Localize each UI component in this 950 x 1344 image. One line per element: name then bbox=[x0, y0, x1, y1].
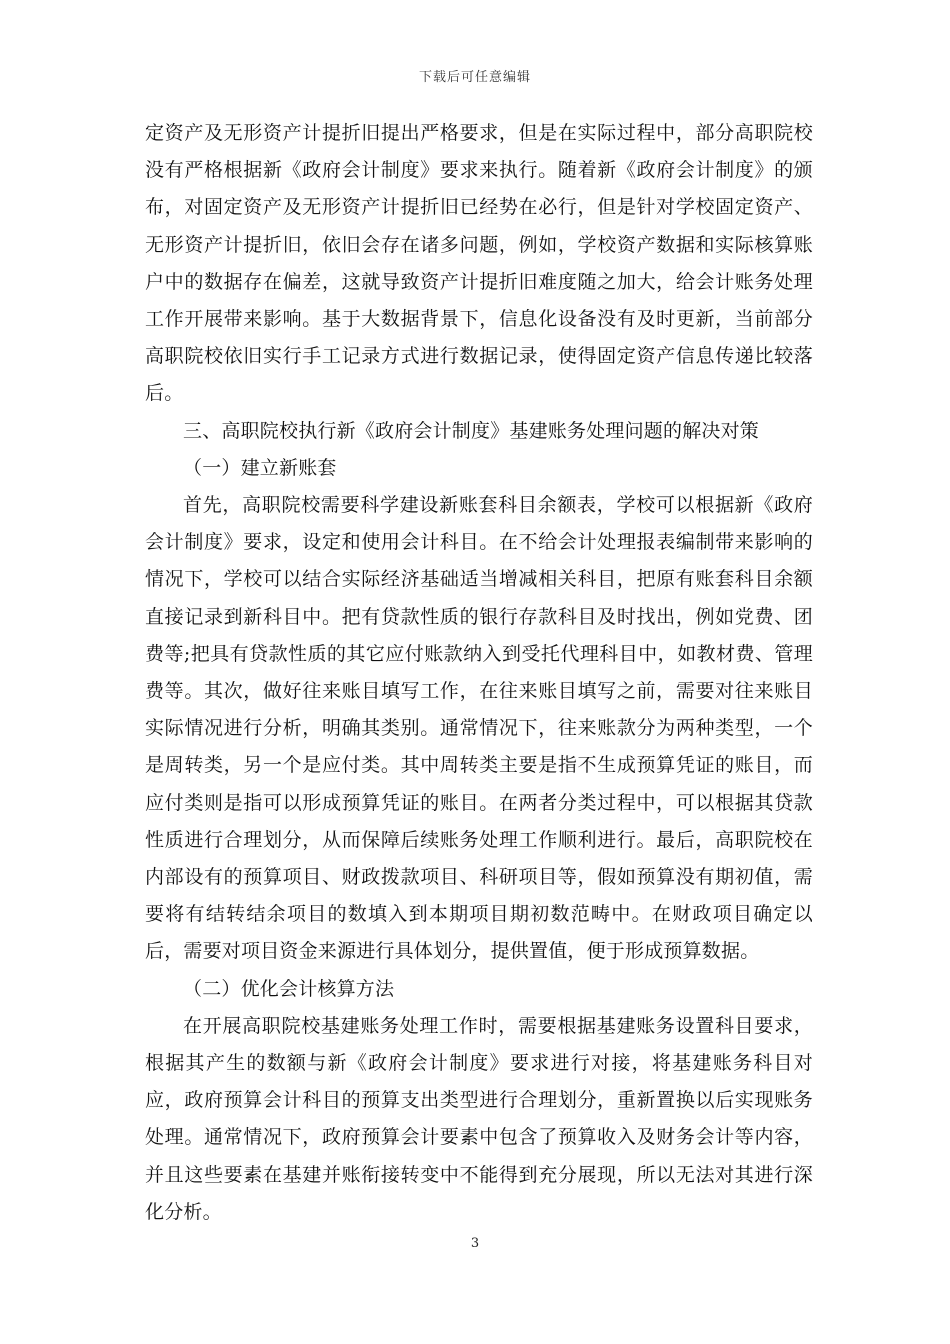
page-header: 下载后可任意编辑 bbox=[418, 70, 531, 85]
section-heading: 三、高职院校执行新《政府会计制度》基建账务处理问题的解决对策 bbox=[183, 419, 760, 442]
paragraph-accounting-methods: 在开展高职院校基建账务处理工作时，需要根据基建账务设置科目要求，根据其产生的数额与新《政府会计制度》要求进行对接，将基建账务科目对应，政府预算会计科目的预算支出类型进行合理划分，重新置换以后实现账务处理。通常情况下，政府预算会计要素中包含了预算收入及财务会计等内容，并且这些要素在基建并账衔接转变中不能得到充分展现，所以无法对其进行深化分析。 bbox=[145, 1014, 813, 1223]
paragraph-continuation: 定资产及无形资产计提折旧提出严格要求，但是在实际过程中，部分高职院校没有严格根据新《政府会计制度》要求来执行。随着新《政府会计制度》的颁布，对固定资产及无形资产计提折旧已经势在必行，但是针对学校固定资产、无形资产计提折旧，依旧会存在诸多问题，例如，学校资产数据和实际核算账户中的数据存在偏差，这就导致资产计提折旧难度随之加大，给会计账务处理工作开展带来影响。基于大数据背景下，信息化设备没有及时更新，当前部分高职院校依旧实行手工记录方式进行数据记录，使得固定资产信息传递比较落后。 bbox=[145, 122, 813, 405]
subsection-heading-2: （二）优化会计核算方法 bbox=[183, 977, 395, 1000]
document-body bbox=[145, 115, 813, 1231]
paragraph-new-accounts: 首先，高职院校需要科学建设新账套科目余额表，学校可以根据新《政府会计制度》要求，设定和使用会计科目。在不给会计处理报表编制带来影响的情况下，学校可以结合实际经济基础适当增减相关科目，把原有账套科目余额直接记录到新科目中。把有贷款性质的银行存款科目及时找出，例如党费、团费等;把具有贷款性质的其它应付账款纳入到受托代理科目中，如教材费、管理费等。其次，做好往来账目填写工作，在往来账目填写之前，需要对往来账目实际情况进行分析，明确其类别。通常情况下，往来账款分为两种类型，一个是周转类，另一个是应付类。其中周转类主要是指不生成预算凭证的账目，而应付类则是指可以形成预算凭证的账目。在两者分类过程中，可以根据其贷款性质进行合理划分，从而保障后续账务处理工作顺利进行。最后，高职院校在内部设有的预算项目、财政拨款项目、科研项目等，假如预算没有期初值，需要将有结转结余项目的数填入到本期项目期初数范畴中。在财政项目确定以后，需要对项目资金来源进行具体划分，提供置值，便于形成预算数据。 bbox=[145, 494, 813, 963]
subsection-heading-1: （一）建立新账套 bbox=[183, 456, 337, 479]
page-number: 3 bbox=[470, 1236, 480, 1251]
